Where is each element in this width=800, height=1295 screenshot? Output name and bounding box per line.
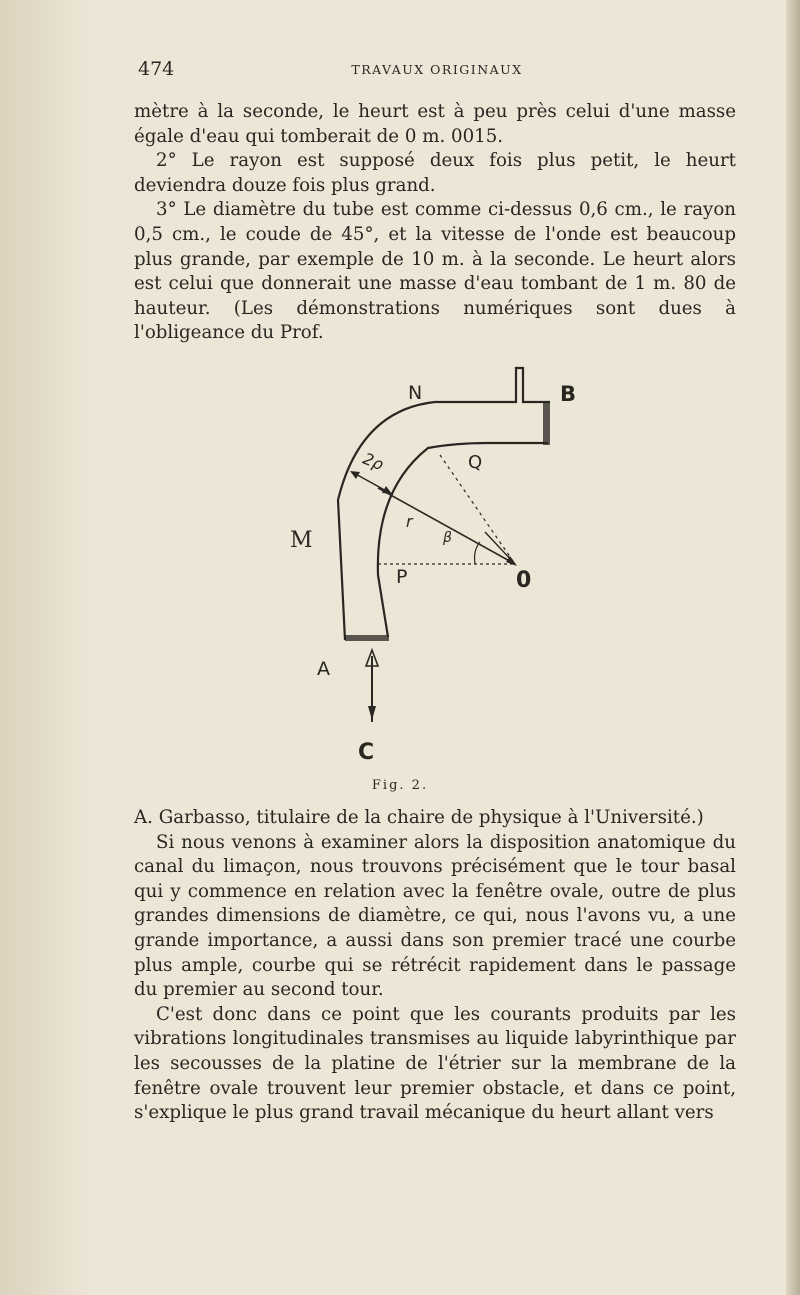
label-r: r	[406, 512, 413, 531]
radius-line-r	[378, 488, 515, 564]
paragraph-anatomy: Si nous venons à examiner alors la disposition anatomique du canal du limaçon, nous trouvons précisément que le tour basal qui y commence en relation avec la fenêtre ovale, outre de plus grandes dimensions de diamètre, ce qui, nous l'avons vu, a une grande importance, a aussi dans son premier tracé une courbe plus ample, courbe qui se rétrécit rapidement dans le passage du premier au second tour.	[134, 831, 736, 1001]
label-a: A	[317, 658, 330, 680]
paragraph-point-2: 2° Le rayon est supposé deux fois plus petit, le heurt deviendra douze fois plus grand.	[134, 150, 736, 196]
top-text-block	[134, 100, 736, 346]
angle-arc-beta	[475, 542, 480, 564]
tube-outer-wall	[338, 368, 550, 640]
label-n: N	[408, 382, 423, 404]
figure-caption: Fig. 2.	[371, 778, 429, 793]
label-m: M	[290, 528, 313, 553]
label-q: Q	[468, 452, 483, 473]
figure-tube-diagram	[260, 350, 620, 780]
page-header	[138, 58, 736, 84]
paragraph-continuation: mètre à la seconde, le heurt est à peu près celui d'une masse égale d'eau qui tomberait de 0 m. 0015.	[134, 101, 736, 147]
label-two-rho: 2ρ	[360, 448, 387, 475]
label-o: 0	[516, 568, 532, 593]
paragraph-currents: C'est donc dans ce point que les courants produits par les vibrations longitudinales transmises au liquide labyrinthique par les secousses de la platine de l'étrier sur la membrane de la fenêtre ovale trouvent leur premier obstacle, et dans ce point, s'explique le plus grand travail mécanique du heurt allant vers	[134, 1003, 736, 1124]
label-c: C	[358, 740, 375, 765]
label-b: B	[560, 382, 577, 406]
paragraph-point-3: 3° Le diamètre du tube est comme ci-dessus 0,6 cm., le rayon 0,5 cm., le coude de 45°, et la vitesse de l'onde est beaucoup plus grande, par exemple de 10 m. à la seconde. Le heurt alors est celui que donnerait une masse d'eau tombant de 1 m. 80 de hauteur. (Les démonstrations numériques sont dues à l'obligeance du Prof.	[134, 199, 736, 344]
page-number: 474	[138, 58, 175, 80]
tube-inner-wall	[378, 443, 548, 637]
bottom-text-block	[134, 806, 736, 1126]
page-edge	[786, 0, 800, 1295]
arrow-c-tail	[368, 706, 376, 720]
page-shading	[0, 0, 90, 1295]
tube-end-a	[345, 635, 389, 641]
paragraph-attribution: A. Garbasso, titulaire de la chaire de physique à l'Université.)	[134, 807, 704, 828]
label-p: P	[396, 566, 408, 588]
label-beta: β	[443, 530, 452, 546]
tube-diagram-svg	[260, 350, 620, 780]
tube-end-b	[543, 402, 550, 445]
running-head: TRAVAUX ORIGINAUX	[351, 62, 523, 77]
